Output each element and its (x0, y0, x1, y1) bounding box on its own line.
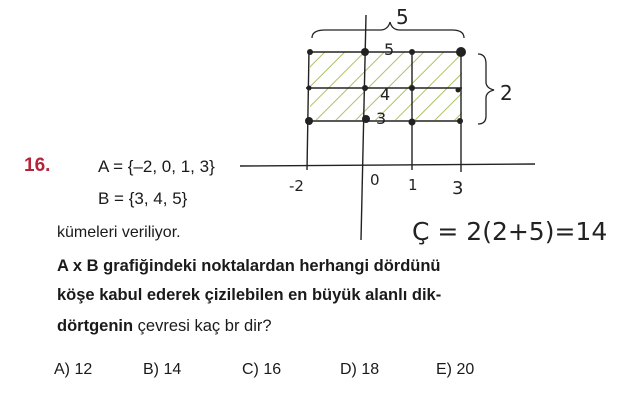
choice-d[interactable]: D) 18 (340, 361, 380, 378)
height-note: 2 (500, 81, 513, 105)
question-number: 16. (24, 155, 51, 176)
set-a-definition: A = {–2, 0, 1, 3} (98, 157, 215, 176)
perimeter-formula: Ç = 2(2+5)=14 (412, 217, 608, 246)
x-tick-0: 0 (370, 171, 380, 189)
question-line-1: A x B grafiğindeki noktalardan herhangi dördünü (57, 257, 441, 275)
x-tick-neg2: -2 (289, 177, 304, 195)
y-tick-5: 5 (384, 40, 395, 59)
x-axis (240, 164, 535, 166)
x-tick-3: 3 (452, 178, 464, 199)
y-tick-4: 4 (380, 85, 391, 104)
y-tick-3: 3 (376, 109, 387, 128)
question-line-2: köşe kabul ederek çizilebilen en büyük alanlı dik- (57, 286, 442, 304)
width-brace (312, 22, 464, 38)
question-line-3-bold: dörtgenin (57, 317, 134, 335)
set-b-definition: B = {3, 4, 5} (98, 189, 188, 208)
given-statement: kümeleri veriliyor. (57, 224, 181, 241)
choice-a[interactable]: A) 12 (54, 361, 93, 378)
height-brace (478, 54, 494, 124)
choice-b[interactable]: B) 14 (143, 361, 182, 378)
choice-e[interactable]: E) 20 (436, 361, 475, 378)
x-tick-1: 1 (408, 176, 418, 194)
question-line-3-rest: çevresi kaç br dir? (133, 317, 272, 335)
width-note: 5 (396, 5, 409, 29)
choice-c[interactable]: C) 16 (242, 361, 282, 378)
